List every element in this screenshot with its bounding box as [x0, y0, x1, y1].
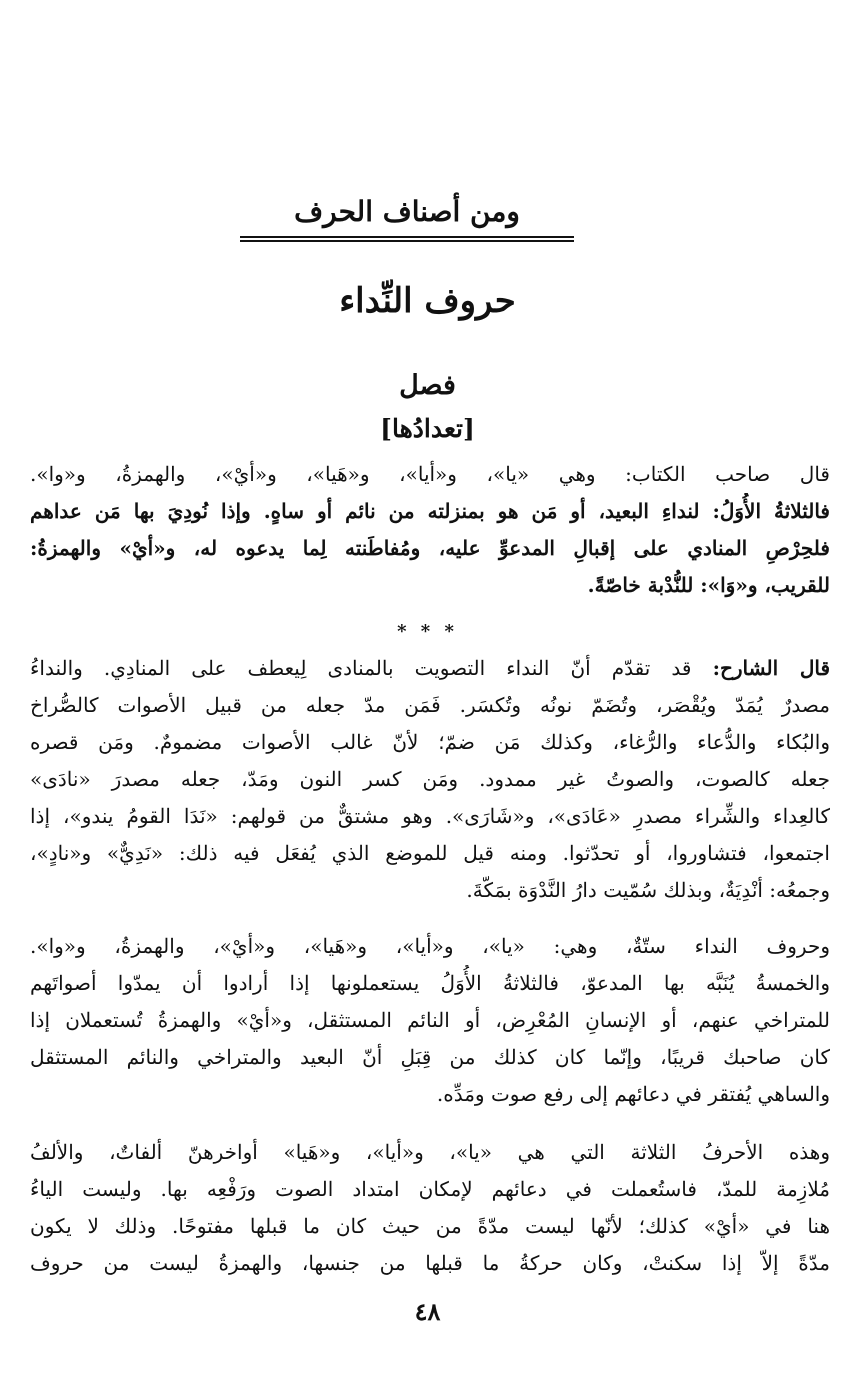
matn-line: فلحِرْصِ المنادي على إقبالِ المدعوِّ عليه، ومُفاطَنته لِما يدعوه له، و«أيْ» والهمزةُ: [30, 536, 830, 560]
matn-line: فالثلاثةُ الأُوَلُ: لنداءِ البعيد، أو مَن هو بمنزلته من نائم أو ساهٍ. وإذا نُودِيَ بها مَن عداهم [30, 499, 830, 523]
matn-intro-line: قال صاحب الكتاب: وهي «يا»، و«أيا»، و«هَيا»، و«أيْ»، والهمزةُ، و«وا». [30, 462, 830, 486]
page-number: ٤٨ [414, 1297, 441, 1326]
sharh-first-line-text: قد تقدّم أنّ النداء التصويت بالمنادى لِيعطف على المنادِي. والنداءُ [30, 656, 692, 680]
chapter-title: حروف النِّداء [339, 281, 516, 321]
huruf-paragraph [30, 928, 830, 1113]
fasl-heading: فصل [399, 370, 456, 401]
ahruf-paragraph [30, 1134, 830, 1282]
section-separator-stars: * * * [397, 621, 458, 642]
sharh-line: مصدرٌ يُمَدّ ويُقْصَر، وتُضَمّ نونُه وتُكسَر. فَمَن مدّ جعله من قبيل الأصوات كالصُّراخ [30, 693, 830, 717]
huruf-line: وحروف النداء ستّةٌ، وهي: «يا»، و«أيا»، و«هَيا»، و«أيْ»، والهمزةُ، و«وا». [30, 934, 830, 958]
ahruf-line: هنا في «أيْ» كذلك؛ لأنّها ليست مدّةً من حيث كان ما قبلها مفتوحًا. وذلك لا يكون [30, 1214, 830, 1238]
ahruf-line: وهذه الأحرفُ الثلاثة التي هي «يا»، و«أيا»، و«هَيا» أواخرهنّ ألفاتٌ، والألفُ [30, 1140, 830, 1164]
huruf-line: للمتراخي عنهم، أو الإنسانِ المُعْرِض، أو النائم المستثقل، و«أيْ» والهمزةُ تُستعملان إذا [30, 1008, 830, 1032]
section-title: ومن أصناف الحرف [294, 195, 520, 228]
sharh-line: وجمعُه: أنْدِيَةٌ، وبذلك سُمّيت دارُ النَّدْوَة بمَكّةَ. [466, 878, 830, 902]
sharh-paragraph [30, 650, 830, 909]
matn-paragraph [30, 456, 830, 604]
ahruf-line: مدّةً إلاّ إذا سكنتْ، وكان حركةُ ما قبلها من جنسها، والهمزةُ ليست من حروف [30, 1251, 830, 1275]
sharh-first-line [30, 650, 830, 687]
sharh-line: اجتمعوا، فتشاوروا، أو تحدّثوا. ومنه قيل للموضع الذي يُفعَل فيه ذلك: «نَدِيٌّ» و«نادٍ»، [30, 841, 830, 865]
sharh-line: كالعِداء والشِّراء مصدرِ «عَادَى»، و«شَارَى». وهو مشتقٌّ من قولهم: «نَدَا القومُ يندو»، إذا [30, 804, 830, 828]
sharh-line: جعله كالصوت، والصوتُ غير ممدود. ومَن كسر النون ومَدّ، جعله مصدرَ «نادَى» [30, 767, 830, 791]
fasl-subtitle: [تعدادُها] [380, 414, 475, 443]
title-double-rule [240, 236, 574, 242]
sharh-label: قال الشارح: [712, 656, 830, 680]
huruf-line: كان صاحبك قريبًا، وإنّما كان كذلك من قِبَلِ أنّ البعيد والمتراخي والنائم المستثقل [30, 1045, 830, 1069]
sharh-line: والبُكاء والدُّعاء والرُّغاء، وكذلك مَن ضمّ؛ لأنّ غالب الأصوات مضمومٌ. ومَن قصره [30, 730, 830, 754]
huruf-line: والساهي يُفتقر في دعائهم إلى رفع صوت ومَدِّه. [436, 1082, 830, 1106]
huruf-line: والخمسةُ يُنَبَّه بها المدعوّ، فالثلاثةُ الأُوَلُ يستعملونها إذا أرادوا أن يمدّوا أصواتَهم [30, 971, 830, 995]
ahruf-line: مُلازِمة للمدّ، فاستُعملت في دعائهم لإمكان امتداد الصوت ورَفْعِه بها. وليست الياءُ [30, 1177, 830, 1201]
matn-line: للقريب، و«وَا»: للنُّدْبة خاصّةً. [587, 573, 830, 597]
